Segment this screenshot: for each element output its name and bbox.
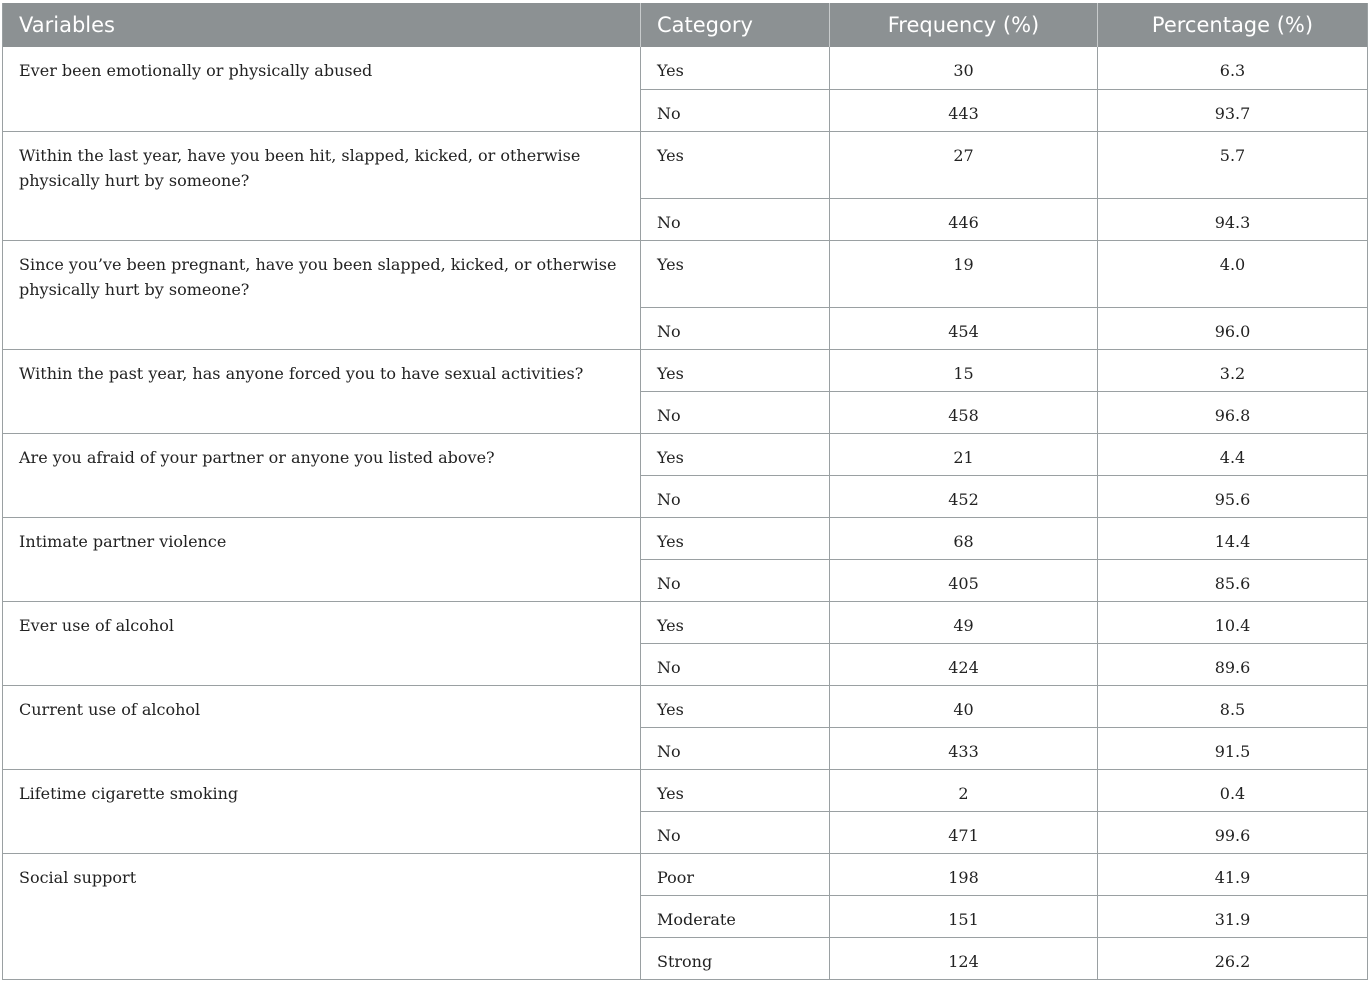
- category-cell: No: [641, 811, 830, 853]
- percentage-cell: 4.0: [1098, 240, 1368, 307]
- table-row: [3, 131, 1368, 198]
- percentage-cell: 6.3: [1098, 47, 1368, 89]
- percentage-cell: 95.6: [1098, 475, 1368, 517]
- frequency-cell: 30: [830, 47, 1098, 89]
- table-row: [3, 240, 1368, 307]
- variable-cell: Ever been emotionally or physically abused: [3, 47, 641, 131]
- table-row: [3, 601, 1368, 643]
- frequency-cell: 19: [830, 240, 1098, 307]
- frequency-cell: 198: [830, 853, 1098, 895]
- frequency-cell: 433: [830, 727, 1098, 769]
- frequency-cell: 68: [830, 517, 1098, 559]
- percentage-cell: 0.4: [1098, 769, 1368, 811]
- category-cell: Yes: [641, 131, 830, 198]
- category-cell: No: [641, 727, 830, 769]
- percentage-cell: 14.4: [1098, 517, 1368, 559]
- category-cell: No: [641, 643, 830, 685]
- percentage-cell: 94.3: [1098, 198, 1368, 240]
- category-cell: Strong: [641, 937, 830, 979]
- category-cell: Yes: [641, 517, 830, 559]
- percentage-cell: 8.5: [1098, 685, 1368, 727]
- percentage-cell: 89.6: [1098, 643, 1368, 685]
- category-cell: No: [641, 559, 830, 601]
- percentage-cell: 3.2: [1098, 349, 1368, 391]
- percentage-cell: 93.7: [1098, 89, 1368, 131]
- variable-cell: Social support: [3, 853, 641, 979]
- data-table: [2, 3, 1368, 980]
- frequency-cell: 405: [830, 559, 1098, 601]
- category-cell: Yes: [641, 433, 830, 475]
- frequency-cell: 454: [830, 307, 1098, 349]
- frequency-cell: 124: [830, 937, 1098, 979]
- category-cell: Yes: [641, 685, 830, 727]
- header-variables: Variables: [3, 3, 641, 47]
- percentage-cell: 91.5: [1098, 727, 1368, 769]
- table-row: [3, 769, 1368, 811]
- frequency-cell: 471: [830, 811, 1098, 853]
- variable-cell: Intimate partner violence: [3, 517, 641, 601]
- frequency-cell: 443: [830, 89, 1098, 131]
- category-cell: No: [641, 198, 830, 240]
- percentage-cell: 5.7: [1098, 131, 1368, 198]
- percentage-cell: 96.8: [1098, 391, 1368, 433]
- category-cell: No: [641, 89, 830, 131]
- frequency-cell: 424: [830, 643, 1098, 685]
- variable-cell: Ever use of alcohol: [3, 601, 641, 685]
- frequency-cell: 40: [830, 685, 1098, 727]
- frequency-cell: 151: [830, 895, 1098, 937]
- table-row: [3, 517, 1368, 559]
- category-cell: No: [641, 307, 830, 349]
- frequency-cell: 2: [830, 769, 1098, 811]
- variable-cell: Within the past year, has anyone forced you to have sexual activities?: [3, 349, 641, 433]
- percentage-cell: 4.4: [1098, 433, 1368, 475]
- percentage-cell: 85.6: [1098, 559, 1368, 601]
- category-cell: Yes: [641, 349, 830, 391]
- percentage-cell: 10.4: [1098, 601, 1368, 643]
- percentage-cell: 96.0: [1098, 307, 1368, 349]
- category-cell: Poor: [641, 853, 830, 895]
- frequency-cell: 446: [830, 198, 1098, 240]
- table-row: [3, 853, 1368, 895]
- frequency-cell: 15: [830, 349, 1098, 391]
- variable-cell: Lifetime cigarette smoking: [3, 769, 641, 853]
- table-row: [3, 47, 1368, 89]
- header-frequency: Frequency (%): [830, 3, 1098, 47]
- category-cell: Yes: [641, 601, 830, 643]
- category-cell: Moderate: [641, 895, 830, 937]
- table-row: [3, 349, 1368, 391]
- variable-cell: Within the last year, have you been hit, slapped, kicked, or otherwise physically hurt by someone?: [3, 131, 641, 240]
- frequency-cell: 21: [830, 433, 1098, 475]
- table-row: [3, 685, 1368, 727]
- table-row: [3, 433, 1368, 475]
- frequency-cell: 452: [830, 475, 1098, 517]
- variable-cell: Since you’ve been pregnant, have you been slapped, kicked, or otherwise physically hurt by someone?: [3, 240, 641, 349]
- percentage-cell: 26.2: [1098, 937, 1368, 979]
- percentage-cell: 99.6: [1098, 811, 1368, 853]
- frequency-cell: 49: [830, 601, 1098, 643]
- frequency-cell: 458: [830, 391, 1098, 433]
- category-cell: Yes: [641, 47, 830, 89]
- percentage-cell: 41.9: [1098, 853, 1368, 895]
- variable-cell: Are you afraid of your partner or anyone you listed above?: [3, 433, 641, 517]
- category-cell: Yes: [641, 769, 830, 811]
- percentage-cell: 31.9: [1098, 895, 1368, 937]
- frequency-cell: 27: [830, 131, 1098, 198]
- category-cell: Yes: [641, 240, 830, 307]
- category-cell: No: [641, 391, 830, 433]
- category-cell: No: [641, 475, 830, 517]
- header-percentage: Percentage (%): [1098, 3, 1368, 47]
- header-category: Category: [641, 3, 830, 47]
- header-row: [3, 3, 1368, 47]
- variable-cell: Current use of alcohol: [3, 685, 641, 769]
